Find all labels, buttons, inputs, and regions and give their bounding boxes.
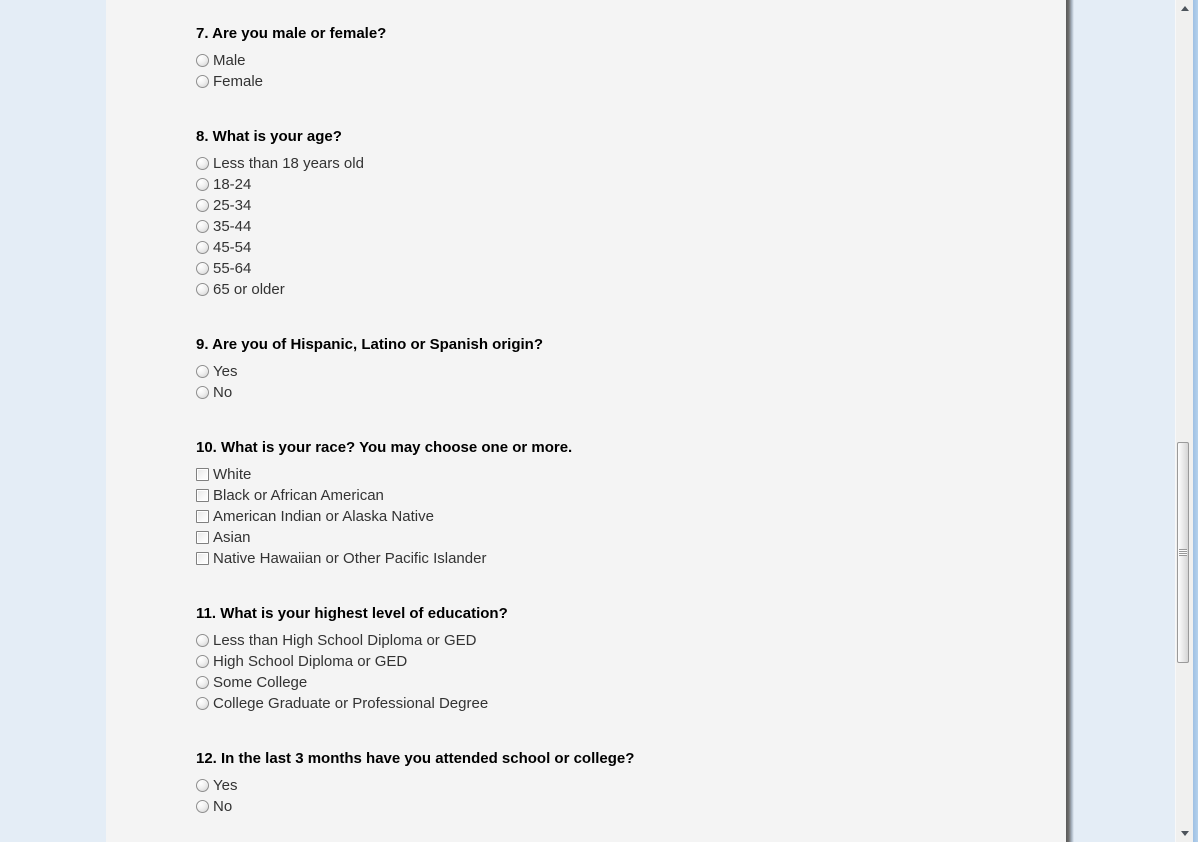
- option-row[interactable]: [196, 651, 1066, 672]
- option-row[interactable]: [196, 672, 1066, 693]
- question-title: 10. What is your race? You may choose one or more.: [196, 439, 573, 456]
- radio-button-icon[interactable]: [196, 386, 209, 399]
- option-label: No: [213, 384, 233, 401]
- scroll-up-icon: [1181, 6, 1189, 11]
- question-block: [196, 603, 1066, 714]
- option-label: 35-44: [213, 218, 252, 235]
- option-row[interactable]: [196, 527, 1066, 548]
- checkbox-icon[interactable]: [196, 531, 209, 544]
- scroll-up-button[interactable]: [1176, 0, 1194, 17]
- checkbox-icon[interactable]: [196, 468, 209, 481]
- option-label: Less than High School Diploma or GED: [213, 632, 477, 649]
- question-title: 8. What is your age?: [196, 128, 342, 145]
- option-row[interactable]: [196, 630, 1066, 651]
- radio-button-icon[interactable]: [196, 697, 209, 710]
- question-block: [196, 334, 1066, 403]
- option-label: 25-34: [213, 197, 252, 214]
- question-options: [196, 775, 1066, 817]
- option-row[interactable]: [196, 50, 1066, 71]
- radio-button-icon[interactable]: [196, 262, 209, 275]
- option-label: College Graduate or Professional Degree: [213, 695, 489, 712]
- radio-button-icon[interactable]: [196, 54, 209, 67]
- radio-button-icon[interactable]: [196, 178, 209, 191]
- checkbox-icon[interactable]: [196, 552, 209, 565]
- radio-button-icon[interactable]: [196, 655, 209, 668]
- option-row[interactable]: [196, 153, 1066, 174]
- option-row[interactable]: [196, 279, 1066, 300]
- question-options: [196, 50, 1066, 92]
- question-block: [196, 748, 1066, 817]
- radio-button-icon[interactable]: [196, 157, 209, 170]
- question-block: [196, 23, 1066, 92]
- question-options: [196, 153, 1066, 300]
- question-block: [196, 437, 1066, 569]
- radio-button-icon[interactable]: [196, 800, 209, 813]
- question-options: [196, 464, 1066, 569]
- option-label: Some College: [213, 674, 308, 691]
- window-right-edge: [1193, 0, 1198, 842]
- option-label: Male: [213, 52, 246, 69]
- scrollbar-grip-icon: [1179, 549, 1187, 556]
- checkbox-icon[interactable]: [196, 489, 209, 502]
- option-label: White: [213, 466, 252, 483]
- radio-button-icon[interactable]: [196, 365, 209, 378]
- option-row[interactable]: [196, 548, 1066, 569]
- option-row[interactable]: [196, 174, 1066, 195]
- radio-button-icon[interactable]: [196, 220, 209, 233]
- option-row[interactable]: [196, 485, 1066, 506]
- radio-button-icon[interactable]: [196, 199, 209, 212]
- question-title: 9. Are you of Hispanic, Latino or Spanish origin?: [196, 336, 543, 353]
- option-label: 18-24: [213, 176, 252, 193]
- option-row[interactable]: [196, 361, 1066, 382]
- option-label: 65 or older: [213, 281, 285, 298]
- vertical-scrollbar-track[interactable]: [1175, 0, 1193, 842]
- question-options: [196, 361, 1066, 403]
- option-label: Yes: [213, 777, 238, 794]
- radio-button-icon[interactable]: [196, 779, 209, 792]
- scroll-down-button[interactable]: [1176, 825, 1194, 842]
- question-title: 7. Are you male or female?: [196, 25, 387, 42]
- question-options: [196, 630, 1066, 714]
- radio-button-icon[interactable]: [196, 676, 209, 689]
- question-title: 12. In the last 3 months have you attended school or college?: [196, 750, 635, 767]
- option-label: Native Hawaiian or Other Pacific Islander: [213, 550, 487, 567]
- question-block: [196, 126, 1066, 300]
- option-label: 55-64: [213, 260, 252, 277]
- question-title: 11. What is your highest level of education?: [196, 605, 508, 622]
- radio-button-icon[interactable]: [196, 634, 209, 647]
- option-label: American Indian or Alaska Native: [213, 508, 434, 525]
- option-row[interactable]: [196, 796, 1066, 817]
- content-edge-shadow: [1066, 0, 1074, 842]
- option-label: Black or African American: [213, 487, 384, 504]
- option-row[interactable]: [196, 506, 1066, 527]
- radio-button-icon[interactable]: [196, 75, 209, 88]
- survey-page: [106, 0, 1066, 842]
- option-row[interactable]: [196, 237, 1066, 258]
- scroll-down-icon: [1181, 831, 1189, 836]
- option-label: Female: [213, 73, 264, 90]
- option-label: No: [213, 798, 233, 815]
- option-row[interactable]: [196, 693, 1066, 714]
- option-row[interactable]: [196, 382, 1066, 403]
- option-label: Less than 18 years old: [213, 155, 364, 172]
- option-label: Yes: [213, 363, 238, 380]
- radio-button-icon[interactable]: [196, 283, 209, 296]
- option-label: Asian: [213, 529, 251, 546]
- option-label: High School Diploma or GED: [213, 653, 408, 670]
- survey-questions: [196, 23, 1066, 817]
- option-row[interactable]: [196, 71, 1066, 92]
- radio-button-icon[interactable]: [196, 241, 209, 254]
- option-row[interactable]: [196, 775, 1066, 796]
- option-row[interactable]: [196, 464, 1066, 485]
- option-row[interactable]: [196, 195, 1066, 216]
- vertical-scrollbar-thumb[interactable]: [1177, 442, 1189, 663]
- option-label: 45-54: [213, 239, 252, 256]
- option-row[interactable]: [196, 258, 1066, 279]
- checkbox-icon[interactable]: [196, 510, 209, 523]
- option-row[interactable]: [196, 216, 1066, 237]
